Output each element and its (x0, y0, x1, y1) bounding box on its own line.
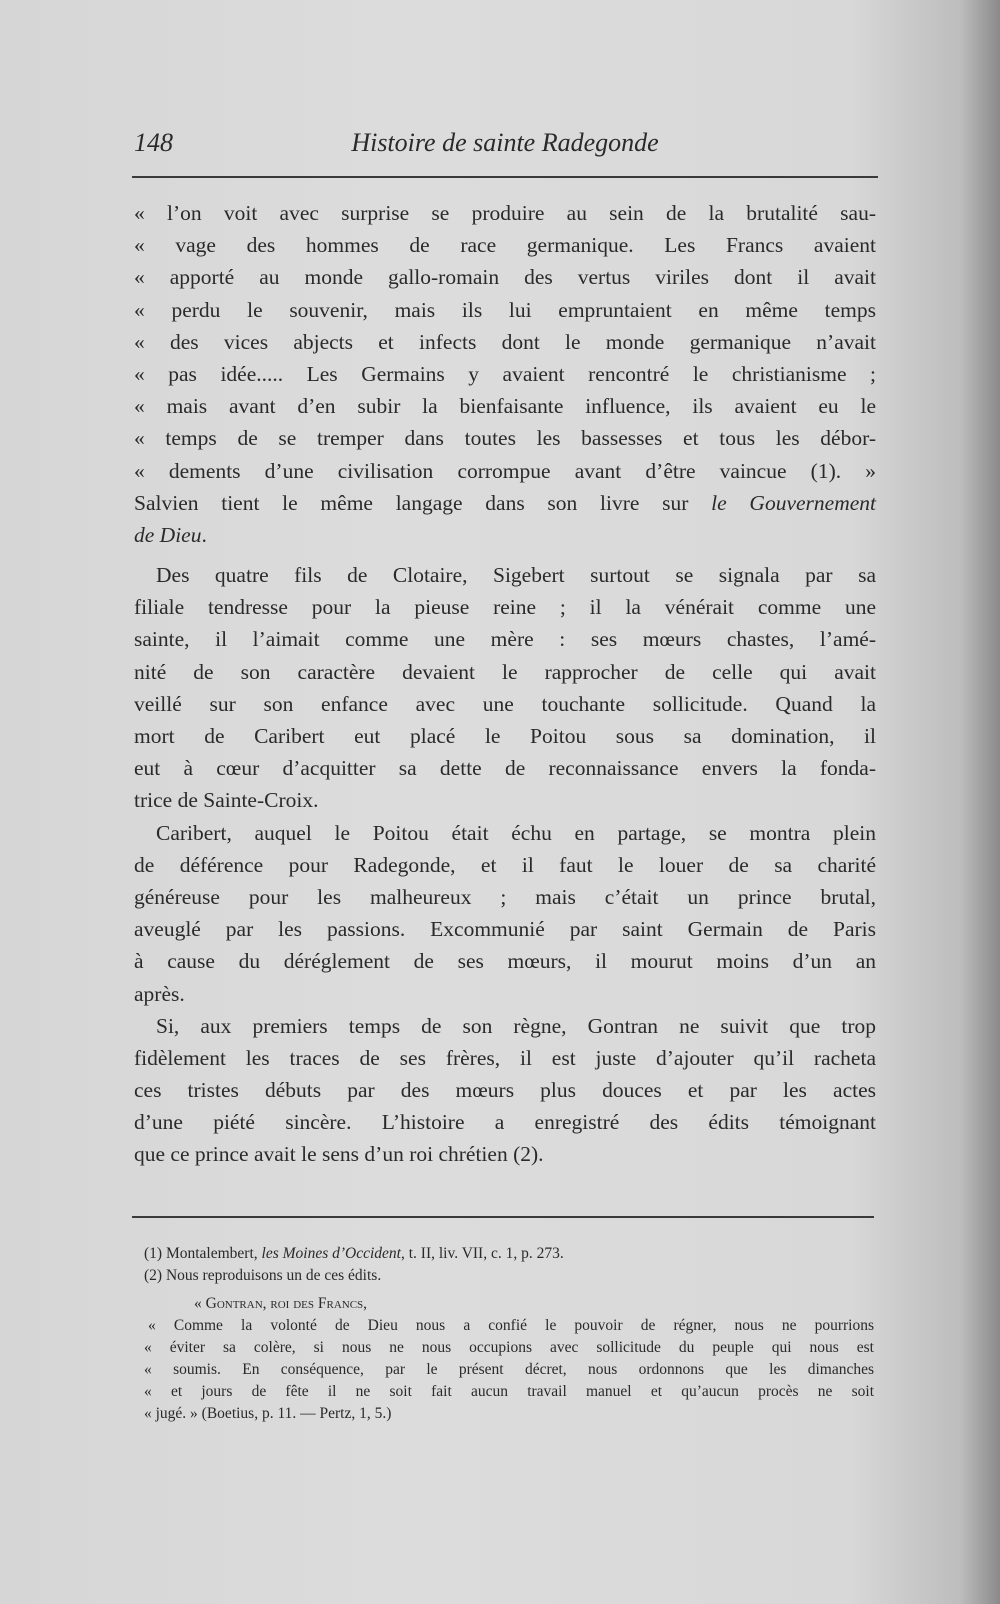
paragraph-line: trice de Sainte-Croix. (134, 788, 319, 813)
salvien-text: Salvien tient le même langage dans son livre sur (134, 490, 712, 515)
edict-line: « éviter sa colère, si nous ne nous occupions avec sollicitude du peuple qui nous est (144, 1339, 874, 1356)
header-rule (132, 176, 878, 178)
work-title: le Gouvernement (711, 490, 876, 515)
paragraph-line: Si, aux premiers temps de son règne, Gontran ne suivit que trop (156, 1013, 876, 1038)
footnote-1-text: (1) Montalembert, (144, 1245, 262, 1262)
paragraph-line: que ce prince avait le sens d’un roi chrétien (2). (134, 1142, 544, 1167)
footnote-1-title: les Moines d’Occident (261, 1245, 401, 1262)
work-title-cont: de Dieu (134, 522, 202, 547)
edict-line: « Comme la volonté de Dieu nous a confié le pouvoir de régner, nous ne pourrions (148, 1317, 874, 1334)
footnotes (144, 1243, 874, 1425)
quote-line: « vage des hommes de race germanique. Les Francs avaient (134, 233, 876, 258)
paragraph-line: Des quatre fils de Clotaire, Sigebert surtout se signala par sa (156, 563, 876, 588)
quote-line: « temps de se tremper dans toutes les bassesses et tous les débor- (134, 426, 876, 451)
edict-line: « jugé. » (Boetius, p. 11. — Pertz, 1, 5.) (144, 1405, 392, 1422)
quote-line: « apporté au monde gallo-romain des vertus viriles dont il avait (134, 265, 876, 290)
paragraph-line: fidèlement les traces de ses frères, il est juste d’ajouter qu’il racheta (134, 1045, 876, 1070)
paragraph-line: sainte, il l’aimait comme une mère : ses mœurs chastes, l’amé- (134, 627, 876, 652)
paragraph-line: filiale tendresse pour la pieuse reine ; il la vénérait comme une (134, 595, 876, 620)
quote-line: « l’on voit avec surprise se produire au sein de la brutalité sau- (134, 201, 876, 225)
paragraph-line: aveuglé par les passions. Excommunié par saint Germain de Paris (134, 917, 876, 942)
paragraph-line: ces tristes débuts par des mœurs plus douces et par les actes (134, 1078, 876, 1103)
quote-line: « pas idée..... Les Germains y avaient rencontré le christianisme ; (134, 361, 876, 386)
quote-line: « perdu le souvenir, mais ils lui empruntaient en même temps (134, 297, 876, 322)
salvien-line-end (134, 519, 876, 551)
paragraph-line: à cause du déréglement de ses mœurs, il mourut moins d’un an (134, 949, 876, 974)
footnote-1-ref: , t. II, liv. VII, c. 1, p. 273. (400, 1245, 564, 1262)
page-header (134, 120, 876, 172)
quote-line: « des vices abjects et infects dont le monde germanique n’avait (134, 329, 876, 354)
footnote-1 (144, 1243, 874, 1265)
footnote-2: (2) Nous reproduisons un de ces édits. (144, 1267, 382, 1284)
quote-line: « dements d’une civilisation corrompue avant d’être vaincue (1). » (134, 458, 876, 483)
paragraph-line: après. (134, 981, 185, 1006)
edict-line: « et jours de fête il ne soit fait aucun travail manuel et qu’aucun procès ne soit (144, 1383, 874, 1400)
footnote-rule (132, 1216, 874, 1218)
running-title: Histoire de sainte Radegonde (351, 128, 659, 157)
paragraph-line: eut à cœur d’acquitter sa dette de reconnaissance envers la fonda- (134, 756, 876, 781)
paragraph-line: veillé sur son enfance avec une touchante sollicitude. Quand la (134, 691, 876, 716)
paragraph-line: généreuse pour les malheureux ; mais c’était un prince brutal, (134, 884, 876, 909)
edict-heading: « Gontran, roi des Francs, (194, 1295, 368, 1312)
edict-line: « soumis. En conséquence, par le présent décret, nous ordonnons que les dimanches (144, 1361, 874, 1378)
main-text (134, 197, 876, 1171)
salvien-line (134, 487, 876, 519)
paragraph-line: nité de son caractère devaient le rapprocher de celle qui avait (134, 659, 876, 684)
paragraph-line: mort de Caribert eut placé le Poitou sous sa domination, il (134, 724, 876, 748)
paragraph-line: de déférence pour Radegonde, et il faut le louer de sa charité (134, 852, 876, 877)
paragraph-line: Caribert, auquel le Poitou était échu en partage, se montra plein (156, 820, 876, 845)
page-number: 148 (134, 128, 173, 157)
period: . (201, 522, 207, 547)
quote-line: « mais avant d’en subir la bienfaisante influence, ils avaient eu le (134, 394, 876, 419)
paragraph-line: d’une piété sincère. L’histoire a enregistré des édits témoignant (134, 1110, 876, 1135)
